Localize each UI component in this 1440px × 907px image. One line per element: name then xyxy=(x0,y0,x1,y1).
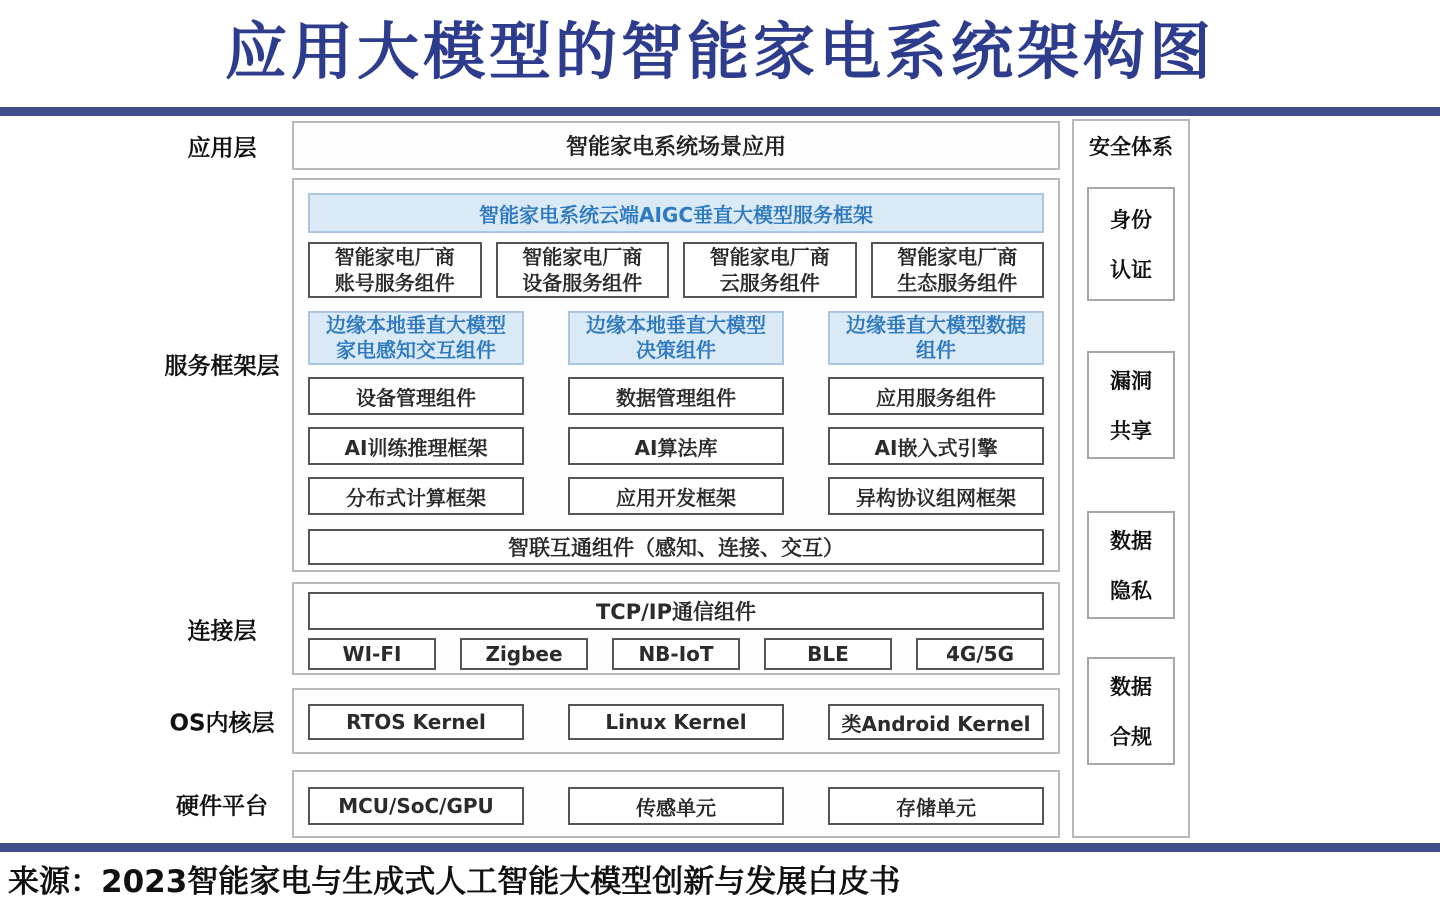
edge-line2: 家电感知交互组件 xyxy=(336,338,496,362)
vendor-line1: 智能家电厂商 xyxy=(709,245,830,269)
layer-label-os-kernel: OS内核层 xyxy=(169,710,275,737)
security-item xyxy=(1087,187,1175,301)
edge-line2: 组件 xyxy=(916,338,956,362)
security-header: 安全体系 xyxy=(1089,135,1173,159)
protocol-box: 4G/5G xyxy=(916,638,1044,670)
layer-label-application: 应用层 xyxy=(187,135,257,162)
component-box: 数据管理组件 xyxy=(568,377,784,415)
security-item-line1: 数据 xyxy=(1110,529,1152,553)
security-item xyxy=(1087,657,1175,765)
vendor-line1: 智能家电厂商 xyxy=(334,245,455,269)
kernel-box: RTOS Kernel xyxy=(308,704,524,740)
security-item-line1: 漏洞 xyxy=(1110,369,1152,393)
hardware-unit-box: 传感单元 xyxy=(568,787,784,825)
hardware-unit-box: MCU/SoC/GPU xyxy=(308,787,524,825)
protocol-box: WI-FI xyxy=(308,638,436,670)
security-item-line2: 认证 xyxy=(1110,258,1152,282)
connection-panel xyxy=(292,582,1060,675)
source-note: 来源：2023智能家电与生成式人工智能大模型创新与发展白皮书 xyxy=(8,864,901,900)
vendor-line1: 智能家电厂商 xyxy=(522,245,643,269)
vendor-line2: 云服务组件 xyxy=(719,271,820,295)
component-box: 异构协议组网框架 xyxy=(828,477,1044,515)
edge-line1: 边缘垂直大模型数据 xyxy=(846,313,1026,337)
security-item-line2: 共享 xyxy=(1110,419,1152,443)
kernel-box: Linux Kernel xyxy=(568,704,784,740)
protocol-box: BLE xyxy=(764,638,892,670)
aigc-framework-banner: 智能家电系统云端AIGC垂直大模型服务框架 xyxy=(308,193,1044,233)
component-box: AI嵌入式引擎 xyxy=(828,427,1044,465)
component-grid-row xyxy=(308,427,1044,465)
component-grid-row xyxy=(308,477,1044,515)
security-panel xyxy=(1072,119,1190,838)
security-item-line1: 身份 xyxy=(1110,208,1152,232)
layer-label-connection: 连接层 xyxy=(187,618,257,645)
component-grid-row xyxy=(308,377,1044,415)
vendor-line1: 智能家电厂商 xyxy=(897,245,1018,269)
vendor-component-box xyxy=(683,242,857,298)
edge-model-row xyxy=(308,311,1044,365)
edge-model-box xyxy=(568,311,784,365)
hardware-panel xyxy=(292,770,1060,838)
vendor-line2: 生态服务组件 xyxy=(897,271,1018,295)
component-box: 分布式计算框架 xyxy=(308,477,524,515)
security-item-line2: 隐私 xyxy=(1110,579,1152,603)
layer-label-service-framework: 服务框架层 xyxy=(164,353,280,380)
protocol-box: NB-IoT xyxy=(612,638,740,670)
os-kernel-panel xyxy=(292,688,1060,754)
vendor-component-box xyxy=(496,242,670,298)
security-item-line1: 数据 xyxy=(1110,675,1152,699)
vendor-components-row xyxy=(308,242,1044,298)
protocols-row xyxy=(308,638,1044,670)
component-box: 应用开发框架 xyxy=(568,477,784,515)
layer-label-hardware: 硬件平台 xyxy=(176,793,268,820)
hardware-units-row xyxy=(308,787,1044,825)
vendor-component-box xyxy=(871,242,1045,298)
edge-model-box xyxy=(308,311,524,365)
edge-line2: 决策组件 xyxy=(636,338,716,362)
tcpip-box: TCP/IP通信组件 xyxy=(308,592,1044,630)
component-box: AI训练推理框架 xyxy=(308,427,524,465)
diagram-title: 应用大模型的智能家电系统架构图 xyxy=(224,15,1215,88)
bottom-divider-bar xyxy=(0,843,1440,852)
edge-line1: 边缘本地垂直大模型 xyxy=(326,313,506,337)
protocol-box: Zigbee xyxy=(460,638,588,670)
interconnect-box: 智联互通组件（感知、连接、交互） xyxy=(308,529,1044,565)
component-box: 应用服务组件 xyxy=(828,377,1044,415)
component-box: 设备管理组件 xyxy=(308,377,524,415)
kernel-box: 类Android Kernel xyxy=(828,704,1044,740)
kernels-row xyxy=(308,704,1044,740)
vendor-component-box xyxy=(308,242,482,298)
edge-model-box xyxy=(828,311,1044,365)
service-framework-panel xyxy=(292,178,1060,572)
vendor-line2: 账号服务组件 xyxy=(334,271,455,295)
top-divider-bar xyxy=(0,107,1440,116)
component-box: AI算法库 xyxy=(568,427,784,465)
security-item xyxy=(1087,351,1175,459)
hardware-unit-box: 存储单元 xyxy=(828,787,1044,825)
vendor-line2: 设备服务组件 xyxy=(522,271,643,295)
app-scenario-box: 智能家电系统场景应用 xyxy=(292,121,1060,170)
security-item-line2: 合规 xyxy=(1110,725,1152,749)
edge-line1: 边缘本地垂直大模型 xyxy=(586,313,766,337)
security-item xyxy=(1087,511,1175,619)
